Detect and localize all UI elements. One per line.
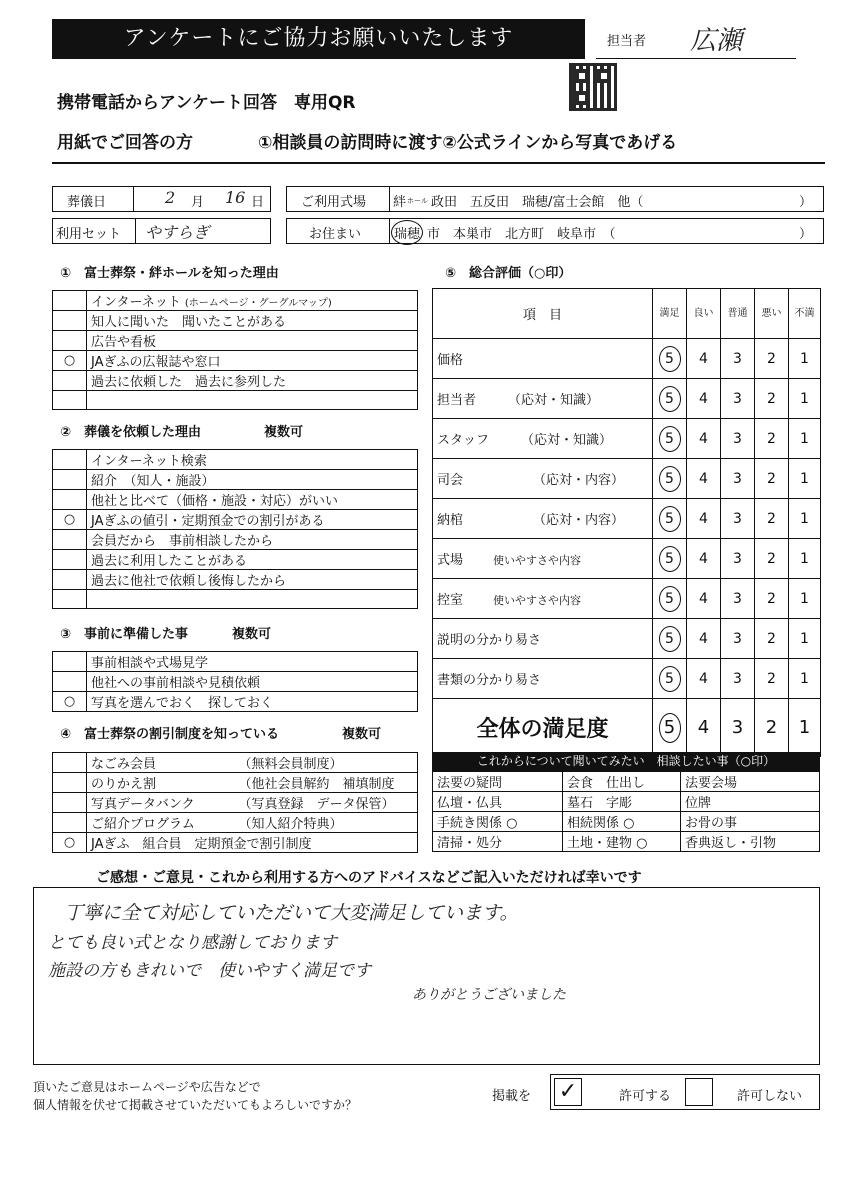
section4-title: ④ 富士葬祭の割引制度を知っている [60, 727, 280, 742]
option-label[interactable]: 写真を選んでおく 探しておく [87, 692, 418, 712]
score-4[interactable]: 4 [687, 499, 721, 539]
overall-label: 全体の満足度 [433, 699, 653, 757]
mark-cell[interactable] [53, 450, 87, 470]
option-label[interactable]: インターネット検索 [87, 450, 418, 470]
date-month[interactable]: 2 [165, 188, 176, 207]
consult-table [432, 771, 820, 852]
consult-header: これからについて聞いてみたい 相談したい事（○印） [432, 752, 820, 771]
score-2[interactable]: 2 [755, 459, 789, 499]
rating-item-label: 説明の分かり易さ [437, 633, 542, 648]
option-text: インターネット [91, 295, 181, 310]
venue-label: ご利用式場 [301, 195, 367, 210]
permission-question-2: 個人情報を伏せて掲載させていただいてもよろしいですか？ [33, 1098, 358, 1112]
rating-item-label: 式場 [437, 553, 464, 568]
date-label: 葬儀日 [67, 195, 107, 210]
address-row [286, 218, 824, 244]
score-5-selected[interactable]: 5 [653, 619, 687, 659]
option-label[interactable]: JAぎふ 組合員 定期預金で割引制度 [87, 833, 418, 853]
rating-item [433, 419, 653, 459]
score-5-selected[interactable]: 5 [653, 579, 687, 619]
score-2[interactable]: 2 [755, 339, 789, 379]
mark-cell[interactable] [53, 793, 87, 813]
score-4[interactable]: 4 [687, 539, 721, 579]
option-label[interactable] [87, 391, 418, 410]
address-selected[interactable]: 瑞穂 [391, 220, 423, 245]
scale-header: 満足 [653, 289, 687, 339]
option-label[interactable]: 他社と比べて（価格・施設・対応）がいい [87, 490, 418, 510]
option-sub: (ホームページ・グーグルマップ) [184, 298, 332, 309]
mark-cell[interactable] [53, 773, 87, 793]
section3-table [52, 651, 418, 712]
section4-table [52, 752, 418, 853]
section1-table [52, 290, 418, 410]
score-1[interactable]: 1 [789, 499, 821, 539]
rating-item-sub: （応対・知識） [508, 393, 600, 408]
permission-label: 掲載を [492, 1089, 532, 1104]
score-5-selected[interactable]: 5 [653, 539, 687, 579]
scale-header: 不満 [789, 289, 821, 339]
consult-option[interactable]: 相続関係 ○ [563, 812, 681, 832]
consult-option[interactable]: 位牌 [681, 792, 820, 812]
mark-cell[interactable] [53, 570, 87, 590]
score-5-selected[interactable]: 5 [653, 659, 687, 699]
score-5-selected[interactable]: 5 [653, 339, 687, 379]
qr-code[interactable] [569, 63, 617, 111]
address-divider [389, 219, 390, 243]
date-row [52, 186, 271, 212]
set-row [52, 218, 271, 244]
overall-score-5-selected[interactable]: 5 [653, 699, 687, 757]
consult-option[interactable]: 土地・建物 ○ [563, 832, 681, 852]
rating-item-sub: （応対・内容） [533, 473, 625, 488]
divider [52, 162, 825, 164]
mark-cell[interactable] [53, 470, 87, 490]
score-4[interactable]: 4 [687, 419, 721, 459]
overall-score-1[interactable]: 1 [789, 699, 821, 757]
overall-score-3[interactable]: 3 [721, 699, 755, 757]
mark-cell[interactable] [53, 311, 87, 331]
section5-title: ⑤ 総合評価（○印） [445, 266, 572, 281]
option-label[interactable]: 過去に依頼した 過去に参列した [87, 371, 418, 391]
option-label[interactable]: JAぎふの広報誌や窓口 [87, 351, 418, 371]
score-3[interactable]: 3 [721, 579, 755, 619]
consult-option[interactable]: 仏壇・仏具 [433, 792, 563, 812]
rating-item-label: 価格 [437, 353, 464, 368]
venue-row [286, 186, 824, 212]
mark-cell[interactable] [53, 490, 87, 510]
mark-cell[interactable] [53, 550, 87, 570]
consult-option[interactable]: 清掃・処分 [433, 832, 563, 852]
set-label: 利用セット [56, 227, 122, 242]
overall-score-4[interactable]: 4 [687, 699, 721, 757]
section1-title: ① 富士葬祭・絆ホールを知った理由 [60, 266, 279, 281]
rating-item-sub: （応対・内容） [533, 513, 625, 528]
score-4[interactable]: 4 [687, 579, 721, 619]
option-label[interactable]: 事前相談や式場見学 [87, 652, 418, 672]
rating-item-label: 控室 [437, 593, 464, 608]
mark-cell[interactable]: ○ [53, 510, 87, 530]
option-detail: （無料会員制度） [235, 753, 418, 773]
score-4[interactable]: 4 [687, 619, 721, 659]
option-label[interactable] [87, 291, 418, 311]
venue-options[interactable]: 政田 五反田 瑞穂/富士会館 他（ [431, 195, 644, 210]
score-2[interactable]: 2 [755, 619, 789, 659]
mark-cell[interactable] [53, 753, 87, 773]
date-day-unit: 日 [251, 195, 265, 210]
set-value[interactable]: やすらぎ [145, 223, 210, 242]
mark-cell[interactable] [53, 652, 87, 672]
scale-header: 普通 [721, 289, 755, 339]
score-2[interactable]: 2 [755, 379, 789, 419]
consult-option[interactable]: 香典返し・引物 [681, 832, 820, 852]
option-label[interactable]: 広告や看板 [87, 331, 418, 351]
mark-cell[interactable] [53, 291, 87, 311]
score-1[interactable]: 1 [789, 419, 821, 459]
consult-option[interactable]: 会食 仕出し [563, 772, 681, 792]
rating-item [433, 539, 653, 579]
mark-cell[interactable] [53, 672, 87, 692]
score-3[interactable]: 3 [721, 539, 755, 579]
consult-option[interactable]: 墓石 字彫 [563, 792, 681, 812]
mark-cell[interactable] [53, 391, 87, 410]
feedback-line: 施設の方もきれいで 使いやすく満足です [48, 961, 371, 981]
score-5-selected[interactable]: 5 [653, 419, 687, 459]
check-icon: ✓ [558, 1079, 578, 1104]
page-title: アンケートにご協力お願いいたします [123, 26, 514, 51]
rating-item [433, 379, 653, 419]
section2-table [52, 449, 418, 609]
score-1[interactable]: 1 [789, 619, 821, 659]
date-divider [133, 187, 134, 211]
score-1[interactable]: 1 [789, 659, 821, 699]
score-5-selected[interactable]: 5 [653, 499, 687, 539]
option-label[interactable]: なごみ会員 [87, 753, 235, 773]
score-1[interactable]: 1 [789, 579, 821, 619]
date-day[interactable]: 16 [225, 188, 246, 207]
rating-item-label: スタッフ [437, 433, 490, 448]
option-label[interactable]: 写真データバンク [87, 793, 235, 813]
section4-note: 複数可 [342, 727, 382, 742]
rating-table [432, 288, 821, 757]
permission-box [550, 1074, 820, 1110]
option-label[interactable]: 他社への事前相談や見積依頼 [87, 672, 418, 692]
staff-label: 担当者 [607, 34, 647, 49]
consult-option[interactable]: 法要の疑問 [433, 772, 563, 792]
address-options[interactable]: 市 本巣市 北方町 岐阜市 （ [427, 227, 616, 242]
paper-answer-method: ①相談員の訪問時に渡す②公式ラインから写真であげる [258, 133, 678, 153]
option-detail: （写真登録 データ保管） [235, 793, 418, 813]
rating-item-label: 担当者 [437, 393, 477, 408]
mark-cell[interactable]: ○ [53, 351, 87, 371]
mark-cell[interactable]: ○ [53, 833, 87, 853]
option-label[interactable] [87, 590, 418, 609]
option-label[interactable]: ご紹介プログラム [87, 813, 235, 833]
consult-option[interactable]: 手続き関係 ○ [433, 812, 563, 832]
score-3[interactable]: 3 [721, 379, 755, 419]
feedback-title: ご感想・ご意見・これから利用する方へのアドバイスなどご記入いただければ幸いです [96, 870, 642, 886]
score-4[interactable]: 4 [687, 379, 721, 419]
section2-title: ② 葬儀を依頼した理由 [60, 425, 202, 440]
mark-cell[interactable] [53, 590, 87, 609]
rating-item [433, 339, 653, 379]
option-label[interactable]: 過去に利用したことがある [87, 550, 418, 570]
address-label: お住まい [309, 227, 362, 242]
mark-cell[interactable]: ○ [53, 692, 87, 712]
score-3[interactable]: 3 [721, 459, 755, 499]
score-3[interactable]: 3 [721, 419, 755, 459]
option-label[interactable]: JAぎふの値引・定期預金での割引がある [87, 510, 418, 530]
option-label[interactable]: 過去に他社で依頼し後悔したから [87, 570, 418, 590]
permission-question-1: 頂いたご意見はホームページや広告などで [33, 1080, 261, 1094]
score-3[interactable]: 3 [721, 659, 755, 699]
set-divider [135, 219, 136, 243]
option-label[interactable]: 会員だから 事前相談したから [87, 530, 418, 550]
overall-score-2[interactable]: 2 [755, 699, 789, 757]
rating-item [433, 499, 653, 539]
feedback-line: ありがとうございました [412, 987, 566, 1003]
score-4[interactable]: 4 [687, 659, 721, 699]
feedback-line: 丁寧に全て対応していただいて大変満足しています。 [64, 902, 519, 924]
mark-cell[interactable] [53, 331, 87, 351]
section3-note: 複数可 [232, 627, 272, 642]
score-2[interactable]: 2 [755, 579, 789, 619]
consult-option[interactable]: お骨の事 [681, 812, 820, 832]
option-detail: （知人紹介特典） [235, 813, 418, 833]
scale-header: 良い [687, 289, 721, 339]
feedback-box[interactable] [33, 887, 820, 1065]
mark-cell[interactable] [53, 371, 87, 391]
allow-checkbox[interactable] [554, 1078, 582, 1106]
mark-cell[interactable] [53, 530, 87, 550]
address-close: ） [799, 227, 813, 242]
rating-item [433, 659, 653, 699]
qr-line: 携帯電話からアンケート回答 専用QR [57, 93, 356, 113]
score-2[interactable]: 2 [755, 659, 789, 699]
section2-note: 複数可 [264, 425, 304, 440]
allow-label[interactable]: 許可する [619, 1089, 672, 1104]
option-label[interactable]: 知人に聞いた 聞いたことがある [87, 311, 418, 331]
option-detail: （他社会員解約 補填制度 [235, 773, 418, 793]
score-5-selected[interactable]: 5 [653, 379, 687, 419]
venue-kizuna[interactable]: 絆 [393, 195, 407, 210]
score-2[interactable]: 2 [755, 499, 789, 539]
feedback-line: とても良い式となり感謝しております [48, 933, 337, 953]
venue-close: ） [799, 195, 813, 210]
score-1[interactable]: 1 [789, 379, 821, 419]
rating-item-label: 司会 [437, 473, 464, 488]
score-3[interactable]: 3 [721, 619, 755, 659]
option-label[interactable]: 紹介 （知人・施設） [87, 470, 418, 490]
mark-cell[interactable] [53, 813, 87, 833]
date-month-unit: 月 [191, 195, 205, 210]
scale-header: 悪い [755, 289, 789, 339]
score-1[interactable]: 1 [789, 459, 821, 499]
score-2[interactable]: 2 [755, 539, 789, 579]
section3-title: ③ 事前に準備した事 [60, 627, 189, 642]
deny-label[interactable]: 許可しない [737, 1089, 803, 1104]
staff-underline [596, 58, 796, 59]
rating-item-label: 納棺 [437, 513, 464, 528]
score-5-selected[interactable]: 5 [653, 459, 687, 499]
score-1[interactable]: 1 [789, 539, 821, 579]
score-3[interactable]: 3 [721, 339, 755, 379]
score-2[interactable]: 2 [755, 419, 789, 459]
rating-item-label: 書類の分かり易さ [437, 673, 542, 688]
rating-item [433, 459, 653, 499]
rating-item-sub: （応対・知識） [521, 433, 613, 448]
paper-answer-label: 用紙でご回答の方 [57, 133, 193, 153]
rating-item-sub: 使いやすさや内容 [493, 594, 582, 607]
option-label[interactable]: のりかえ割 [87, 773, 235, 793]
score-3[interactable]: 3 [721, 499, 755, 539]
score-1[interactable]: 1 [789, 339, 821, 379]
consult-option[interactable]: 法要会場 [681, 772, 820, 792]
score-4[interactable]: 4 [687, 339, 721, 379]
venue-divider [389, 187, 390, 211]
item-header: 項 目 [433, 289, 653, 339]
rating-item-sub: 使いやすさや内容 [493, 554, 582, 567]
staff-name: 広瀬 [690, 26, 743, 56]
rating-item [433, 579, 653, 619]
deny-checkbox[interactable] [685, 1078, 713, 1106]
score-4[interactable]: 4 [687, 459, 721, 499]
venue-hall: ホール [407, 197, 428, 205]
rating-item [433, 619, 653, 659]
